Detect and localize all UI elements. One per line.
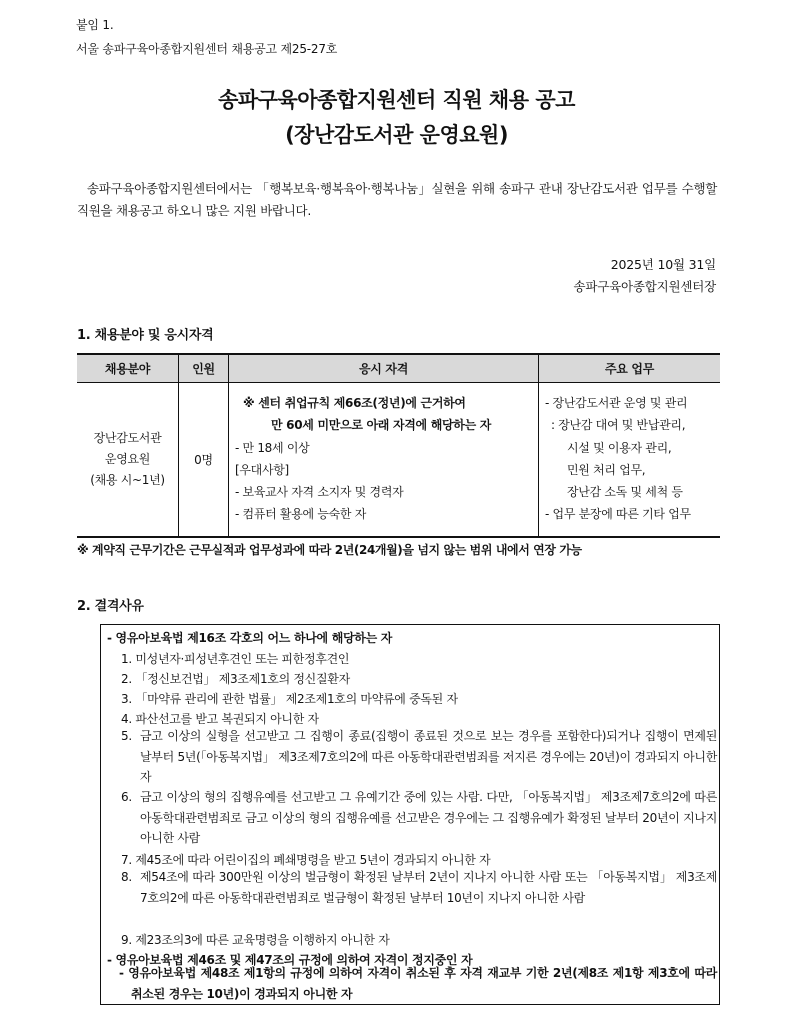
item-number: 6. (121, 790, 132, 804)
list-item (121, 867, 717, 908)
contract-note: ※ 계약직 근무기간은 근무실적과 업무성과에 따라 2년(24개월)을 넘지 않는 범위 내에서 연장 가능 (77, 543, 582, 557)
notice-date: 2025년 10월 31일 (610, 257, 716, 272)
attachment-label: 붙임 1. (76, 18, 114, 32)
item-number: 7. (121, 853, 132, 867)
field-name-2: 운영요원 (104, 451, 151, 466)
item-number: 2. (121, 672, 132, 686)
duty-line: 민원 처리 업무, (567, 462, 646, 477)
qualifications-cell (229, 383, 539, 537)
col-duties: 주요 업무 (539, 354, 721, 383)
item-number: 1. (121, 652, 132, 666)
list-item (121, 851, 719, 868)
item-number: 8. (121, 870, 132, 884)
list-item (121, 670, 719, 687)
list-item (121, 726, 717, 788)
duty-line: 시설 및 이용자 관리, (567, 440, 672, 455)
item-text: 제45조에 따라 어린이집의 폐쇄명령을 받고 5년이 경과되지 아니한 자 (135, 853, 491, 867)
qual-pref-1: - 보육교사 자격 소지자 및 경력자 (235, 485, 404, 500)
disq-heading-2: - 영유아보육법 제46조 및 제47조의 규정에 의하여 자격이 정지중인 자 (107, 953, 473, 967)
issuer: 송파구육아종합지원센터장 (573, 279, 716, 294)
item-number: 5. (121, 729, 132, 743)
item-text: 파산선고를 받고 복권되지 아니한 자 (135, 712, 319, 726)
notice-number: 서울 송파구육아종합지원센터 채용공고 제25-27호 (76, 42, 338, 56)
section2-heading: 2. 결격사유 (77, 599, 144, 614)
field-name-1: 장난감도서관 (93, 430, 162, 445)
duty-line: - 업무 분장에 따른 기타 업무 (545, 507, 691, 522)
item-number: 4. (121, 712, 132, 726)
qual-bold-1: ※ 센터 취업규칙 제66조(정년)에 근거하여 (243, 396, 466, 410)
item-text: 제54조에 따라 300만원 이상의 벌금형이 확정된 날부터 2년이 지나지 아니한 사람 또는 「아동복지법」 제3조제7호의2에 따른 아동학대관련범죄로 벌금형이 확정된 날부터 10년이 지나지 아니한 사람 (140, 870, 717, 905)
item-text: 「마약류 관리에 관한 법률」 제2조제1호의 마약류에 중독된 자 (135, 692, 458, 706)
intro-text: 송파구육아종합지원센터에서는 「행복보육·행복육아·행복나눔」실현을 위해 송파구 관내 장난감도서관 업무를 수행할 직원을 채용공고 하오니 많은 지원 바랍니다. (77, 181, 717, 218)
qual-pref-heading: [우대사항] (235, 462, 289, 477)
field-period: (채용 시~1년) (90, 472, 165, 487)
col-qualifications: 응시 자격 (229, 354, 539, 383)
field-cell (77, 383, 179, 537)
item-text: 「정신보건법」 제3조제1호의 정신질환자 (135, 672, 350, 686)
duties-cell (539, 383, 721, 537)
section1-heading: 1. 채용분야 및 응시자격 (77, 328, 214, 343)
table-header-row (77, 354, 720, 383)
disq-heading-3-text: - 영유아보육법 제48조 제1항의 규정에 의하여 자격이 취소된 후 자격 재교부 기한 2년(제8조 제1항 제3호에 따라 취소된 경우는 10년)이 경과되지 아니한 자 (119, 966, 717, 1001)
duty-line: - 장난감도서관 운영 및 관리 (545, 396, 688, 410)
item-text: 제23조의3에 따른 교육명령을 이행하지 아니한 자 (135, 933, 390, 947)
page-subtitle: (장난감도서관 운영요원) (285, 123, 508, 147)
item-text: 미성년자·피성년후견인 또는 피한정후견인 (135, 652, 350, 666)
duty-line: : 장난감 대여 및 반납관리, (551, 418, 686, 433)
table-row (77, 383, 720, 537)
list-item (121, 931, 719, 948)
qual-age: - 만 18세 이상 (235, 440, 310, 455)
list-item (121, 710, 719, 727)
qual-pref-2: - 컴퓨터 활용에 능숙한 자 (235, 507, 367, 522)
page-title: 송파구육아종합지원센터 직원 채용 공고 (218, 88, 575, 112)
intro-paragraph (77, 178, 717, 222)
recruitment-table (77, 353, 720, 538)
disq-heading-1: - 영유아보육법 제16조 각호의 어느 하나에 해당하는 자 (107, 631, 393, 645)
count-cell: 0명 (179, 383, 229, 537)
qual-bold-2: 만 60세 미만으로 아래 자격에 해당하는 자 (271, 418, 492, 433)
disq-heading-3 (107, 963, 717, 1004)
list-item (121, 690, 719, 707)
list-item (121, 787, 717, 849)
col-field: 채용분야 (77, 354, 179, 383)
item-text: 금고 이상의 실형을 선고받고 그 집행이 종료(집행이 종료된 것으로 보는 경우를 포함한다)되거나 집행이 면제된 날부터 5년(「아동복지법」 제3조제7호의2에 따른 아동학대관련범죄를 저지른 경우에는 20년)이 경과되지 아니한 자 (140, 729, 717, 784)
item-number: 3. (121, 692, 132, 706)
item-text: 금고 이상의 형의 집행유예를 선고받고 그 유예기간 중에 있는 사람. 다만, 「아동복지법」 제3조제7호의2에 따른 아동학대관련범죄로 금고 이상의 형의 집행유예를 선고받은 경우에는 그 집행유예가 확정된 날부터 20년이 지나지 아니한 사람 (140, 790, 717, 845)
item-number: 9. (121, 933, 132, 947)
list-item (121, 650, 719, 667)
duty-line: 장난감 소독 및 세척 등 (567, 485, 683, 500)
col-count: 인원 (179, 354, 229, 383)
disqualification-box (100, 624, 720, 1005)
